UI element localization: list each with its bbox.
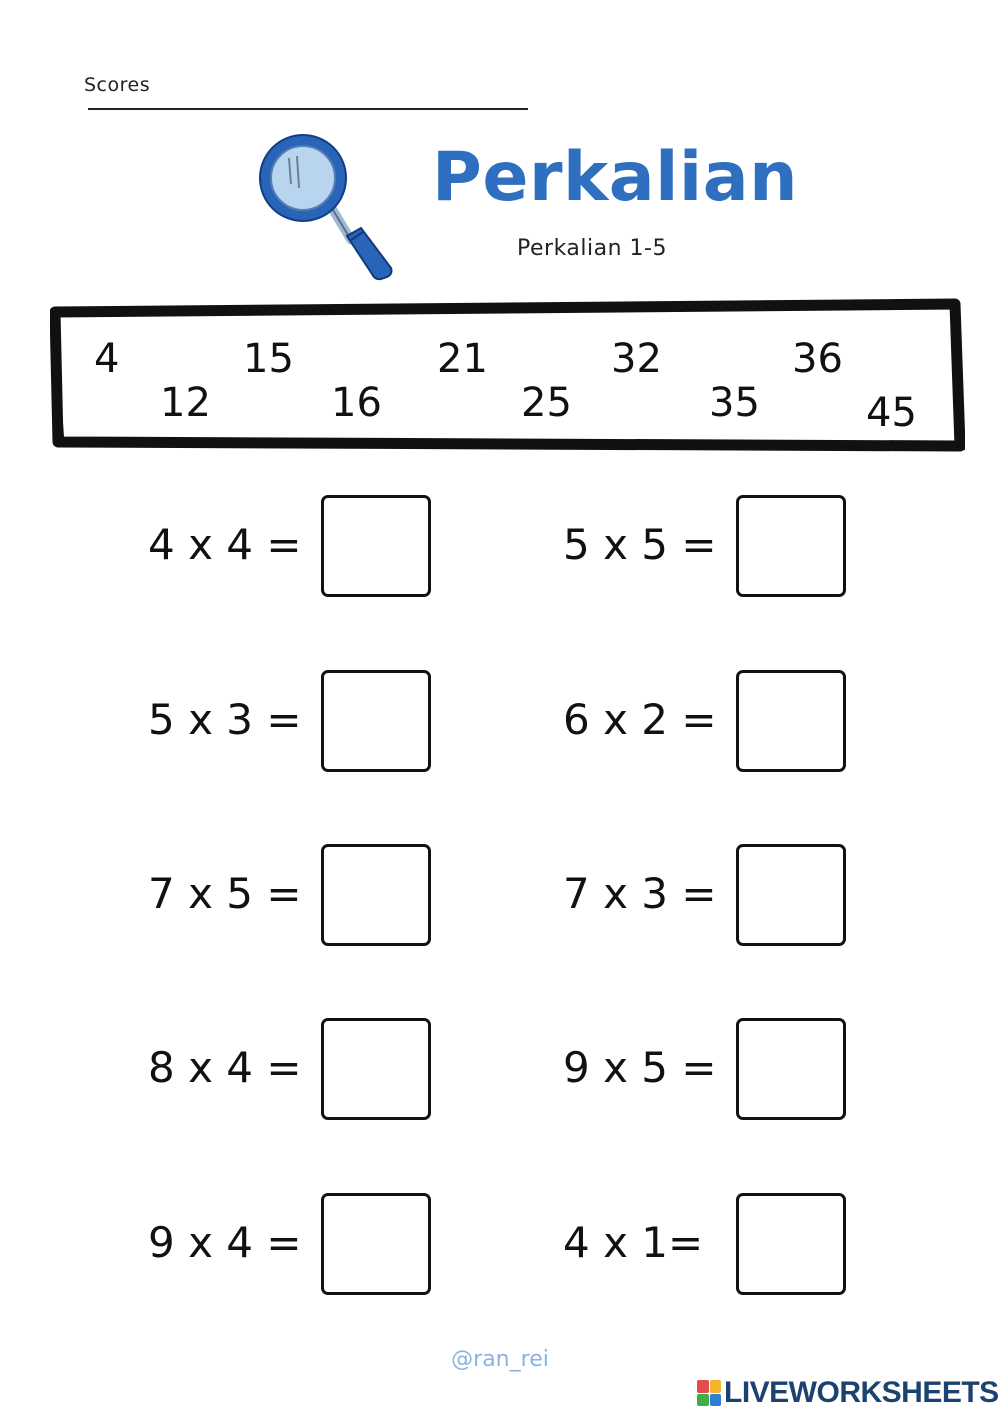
equation-label: 9 x 4 =	[148, 1218, 302, 1267]
answer-input-box[interactable]	[321, 1193, 431, 1295]
liveworksheets-brand: LIVEWORKSHEETS	[724, 1376, 999, 1409]
scores-line	[88, 108, 528, 110]
magnifying-glass-icon	[255, 132, 400, 282]
answer-input-box[interactable]	[736, 1193, 846, 1295]
page-title: Perkalian	[432, 138, 799, 217]
page-subtitle: Perkalian 1-5	[517, 236, 667, 261]
liveworksheets-logo-icon	[697, 1380, 721, 1406]
answer-input-box[interactable]	[736, 495, 846, 597]
answer-bank-number[interactable]: 4	[94, 336, 120, 382]
answer-input-box[interactable]	[736, 670, 846, 772]
answer-bank-number[interactable]: 12	[160, 380, 211, 426]
answer-input-box[interactable]	[736, 1018, 846, 1120]
equation-label: 5 x 3 =	[148, 695, 302, 744]
answer-input-box[interactable]	[321, 844, 431, 946]
answer-bank-number[interactable]: 45	[866, 390, 917, 436]
answer-input-box[interactable]	[321, 495, 431, 597]
author-credit: @ran_rei	[451, 1347, 549, 1372]
equation-label: 4 x 4 =	[148, 520, 302, 569]
answer-input-box[interactable]	[736, 844, 846, 946]
equation-label: 4 x 1=	[563, 1218, 704, 1267]
answer-bank-number[interactable]: 32	[611, 336, 662, 382]
liveworksheets-logo[interactable]	[697, 1376, 999, 1410]
answer-bank-number[interactable]: 16	[331, 380, 382, 426]
answer-input-box[interactable]	[321, 670, 431, 772]
equation-label: 8 x 4 =	[148, 1043, 302, 1092]
answer-bank-number[interactable]: 25	[521, 380, 572, 426]
answer-input-box[interactable]	[321, 1018, 431, 1120]
answer-bank-number[interactable]: 21	[437, 336, 488, 382]
equation-label: 5 x 5 =	[563, 520, 717, 569]
equation-label: 7 x 5 =	[148, 869, 302, 918]
answer-bank-number[interactable]: 15	[243, 336, 294, 382]
answer-bank-number[interactable]: 35	[709, 380, 760, 426]
scores-label: Scores	[84, 74, 151, 96]
equation-label: 7 x 3 =	[563, 869, 717, 918]
equation-label: 9 x 5 =	[563, 1043, 717, 1092]
equation-label: 6 x 2 =	[563, 695, 717, 744]
answer-bank-number[interactable]: 36	[792, 336, 843, 382]
